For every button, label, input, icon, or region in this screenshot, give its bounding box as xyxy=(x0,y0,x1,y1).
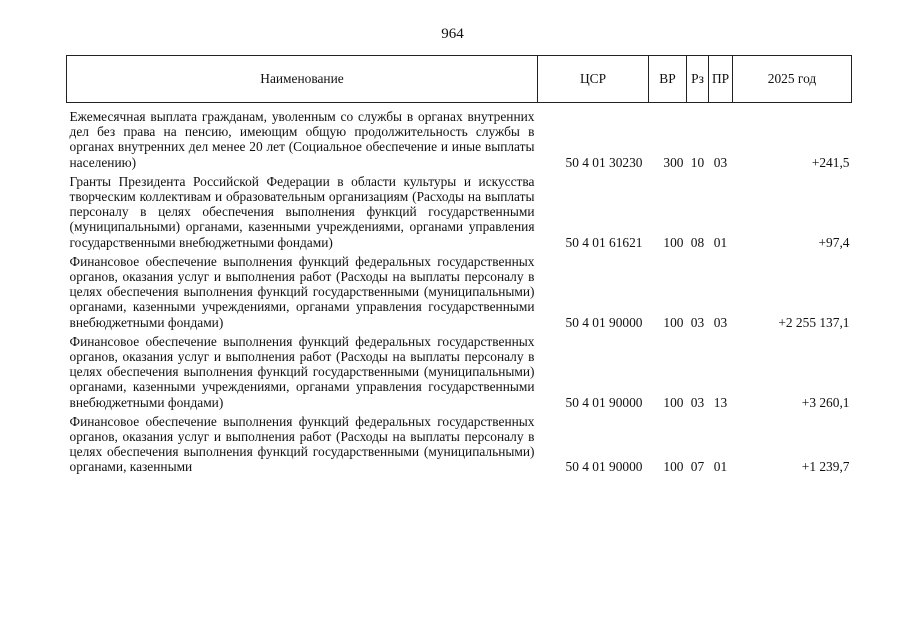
header-pr: ПР xyxy=(709,56,733,103)
row-amount: +241,5 xyxy=(811,154,850,170)
header-year: 2025 год xyxy=(733,56,852,103)
row-name: Финансовое обеспечение выполнения функций федеральных государственных органов, оказания услуг и выполнения работ (Расходы на выплаты персоналу в целях обеспечения выполнения функций государственными (муниципальными) органами, казенными xyxy=(69,413,535,475)
row-rz: 03 xyxy=(690,314,705,330)
header-name: Наименование xyxy=(67,56,538,103)
row-amount: +3 260,1 xyxy=(801,394,850,410)
row-rz: 03 xyxy=(690,394,705,410)
row-vr: 100 xyxy=(663,394,684,410)
row-pr: 01 xyxy=(713,459,728,475)
budget-table xyxy=(66,55,852,475)
row-csr: 50 4 01 30230 xyxy=(565,154,643,170)
row-amount: +1 239,7 xyxy=(801,459,850,475)
row-csr: 50 4 01 90000 xyxy=(565,459,643,475)
page-number: 964 xyxy=(441,26,464,42)
header-rz: Рз xyxy=(687,56,709,103)
row-rz: 08 xyxy=(690,234,705,250)
row-vr: 100 xyxy=(663,234,684,250)
table-row xyxy=(67,334,852,414)
table-row xyxy=(67,254,852,334)
header-vr: ВР xyxy=(649,56,687,103)
row-name: Финансовое обеспечение выполнения функций федеральных государственных органов, оказания услуг и выполнения работ (Расходы на выплаты персоналу в целях обеспечения выполнения функций государственными (муниципальными) органами, казенными учреждениями, органами управления государственными внебюджетными фондами) xyxy=(69,253,535,330)
row-pr: 03 xyxy=(713,154,728,170)
row-csr: 50 4 01 61621 xyxy=(565,234,643,250)
table-row xyxy=(67,174,852,254)
row-amount: +97,4 xyxy=(818,234,850,250)
table-row xyxy=(67,103,852,174)
row-pr: 13 xyxy=(713,394,728,410)
row-pr: 01 xyxy=(713,234,728,250)
row-csr: 50 4 01 90000 xyxy=(565,394,643,410)
row-amount: +2 255 137,1 xyxy=(778,314,850,330)
row-name: Финансовое обеспечение выполнения функций федеральных государственных органов, оказания услуг и выполнения работ (Расходы на выплаты персоналу в целях обеспечения выполнения функций государственными (муниципальными) органами, казенными учреждениями, органами управления государственными внебюджетными фондами) xyxy=(69,333,535,410)
row-rz: 10 xyxy=(690,154,705,170)
row-vr: 100 xyxy=(663,459,684,475)
row-vr: 300 xyxy=(663,154,684,170)
header-csr: ЦСР xyxy=(538,56,649,103)
row-rz: 07 xyxy=(690,459,705,475)
row-csr: 50 4 01 90000 xyxy=(565,314,643,330)
row-vr: 100 xyxy=(663,314,684,330)
table-row xyxy=(67,414,852,475)
table-header-row xyxy=(67,56,852,103)
row-pr: 03 xyxy=(713,314,728,330)
row-name: Гранты Президента Российской Федерации в области культуры и искусства творческим коллективам и образовательным организациям (Расходы на выплаты персоналу в целях обеспечения выполнения функций государственными (муниципальными) органами, казенными учреждениями, органами управления государственными внебюджетными фондами) xyxy=(69,173,535,250)
row-name: Ежемесячная выплата гражданам, уволенным со службы в органах внутренних дел без права на пенсию, имеющим общую продолжительность службы в органах внутренних дел менее 20 лет (Социальное обеспечение и иные выплаты населению) xyxy=(69,109,535,170)
